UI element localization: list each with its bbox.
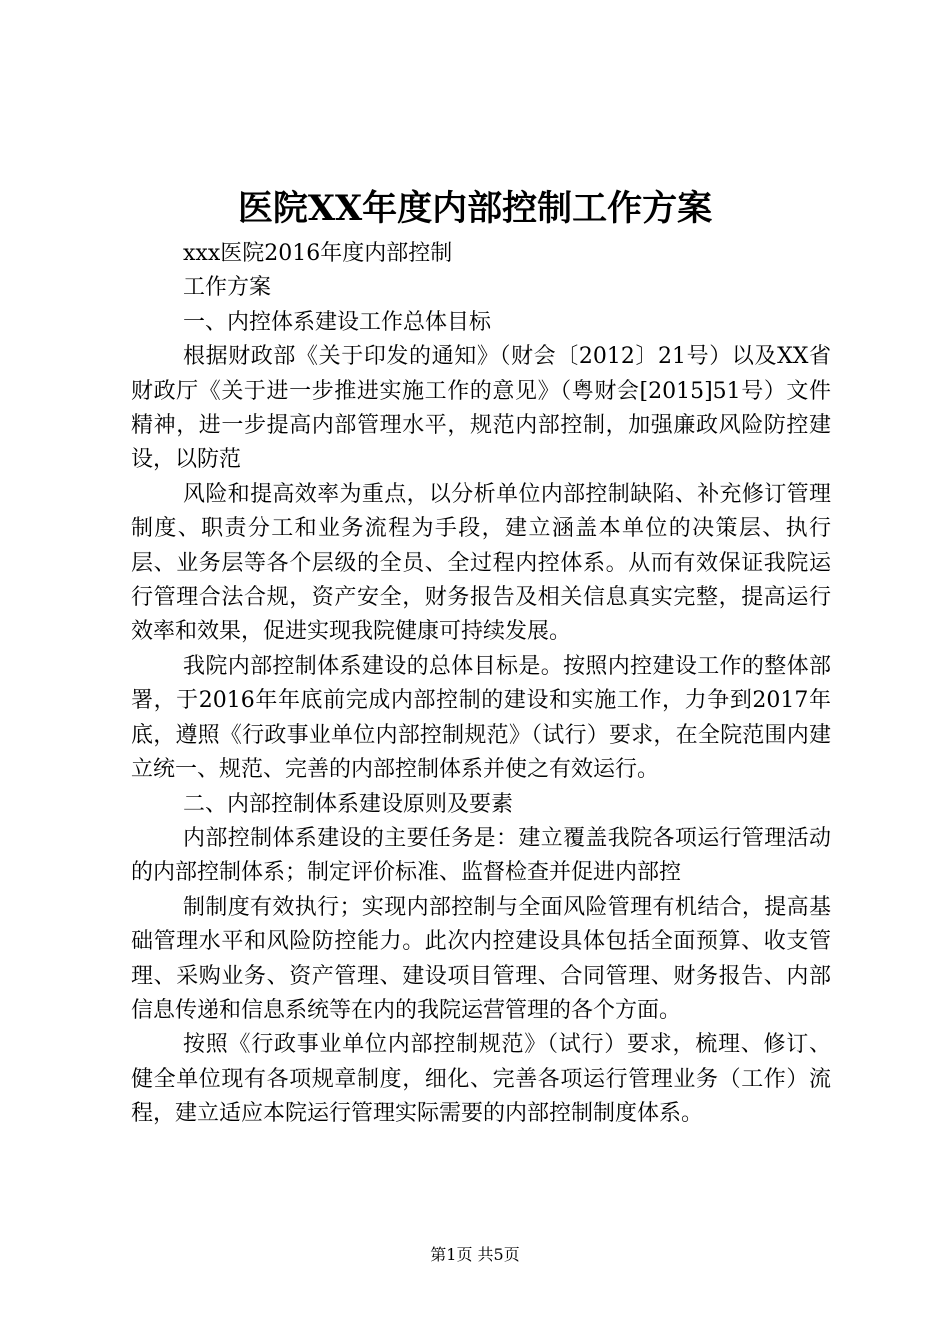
page-footer: 第1页 共5页: [430, 1245, 520, 1264]
body-paragraph: 风险和提高效率为重点，以分析单位内部控制缺陷、补充修订管理制度、职责分工和业务流程为手段，建立涵盖本单位的决策层、执行层、业务层等各个层级的全员、全过程内控体系。从而有效保证我院运行管理合法合规，资产安全，财务报告及相关信息真实完整，提高运行效率和效果，促进实现我院健康可持续发展。: [131, 481, 831, 645]
body-paragraph: 工作方案: [183, 275, 272, 301]
body-paragraph: 制制度有效执行；实现内部控制与全面风险管理有机结合，提高基础管理水平和风险防控能力。此次内控建设具体包括全面预算、收支管理、采购业务、资产管理、建设项目管理、合同管理、财务报告、内部信息传递和信息系统等在内的我院运营管理的各个方面。: [131, 894, 831, 1023]
section-heading: 二、内部控制体系建设原则及要素: [183, 791, 514, 817]
body-paragraph: 按照《行政事业单位内部控制规范》（试行）要求，梳理、修订、健全单位现有各项规章制度，细化、完善各项运行管理业务（工作）流程，建立适应本院运行管理实际需要的内部控制制度体系。: [131, 1032, 831, 1127]
document-title: 医院XX年度内部控制工作方案: [237, 188, 713, 229]
body-paragraph: 根据财政部《关于印发的通知》（财会〔2012〕21号）以及XX省财政厅《关于进一步推进实施工作的意见》（粤财会[2015]51号）文件精神，进一步提高内部管理水平，规范内部控制，加强廉政风险防控建设，以防范: [131, 344, 831, 473]
body-paragraph: 我院内部控制体系建设的总体目标是。按照内控建设工作的整体部署，于2016年年底前完成内部控制的建设和实施工作，力争到2017年底，遵照《行政事业单位内部控制规范》（试行）要求，在全院范围内建立统一、规范、完善的内部控制体系并使之有效运行。: [131, 653, 831, 783]
body-paragraph: 内部控制体系建设的主要任务是：建立覆盖我院各项运行管理活动的内部控制体系；制定评价标准、监督检查并促进内部控: [131, 825, 831, 886]
section-heading: 一、内控体系建设工作总体目标: [183, 309, 492, 335]
body-paragraph: xxx医院2016年度内部控制: [183, 241, 453, 266]
document-body: [131, 237, 831, 1132]
